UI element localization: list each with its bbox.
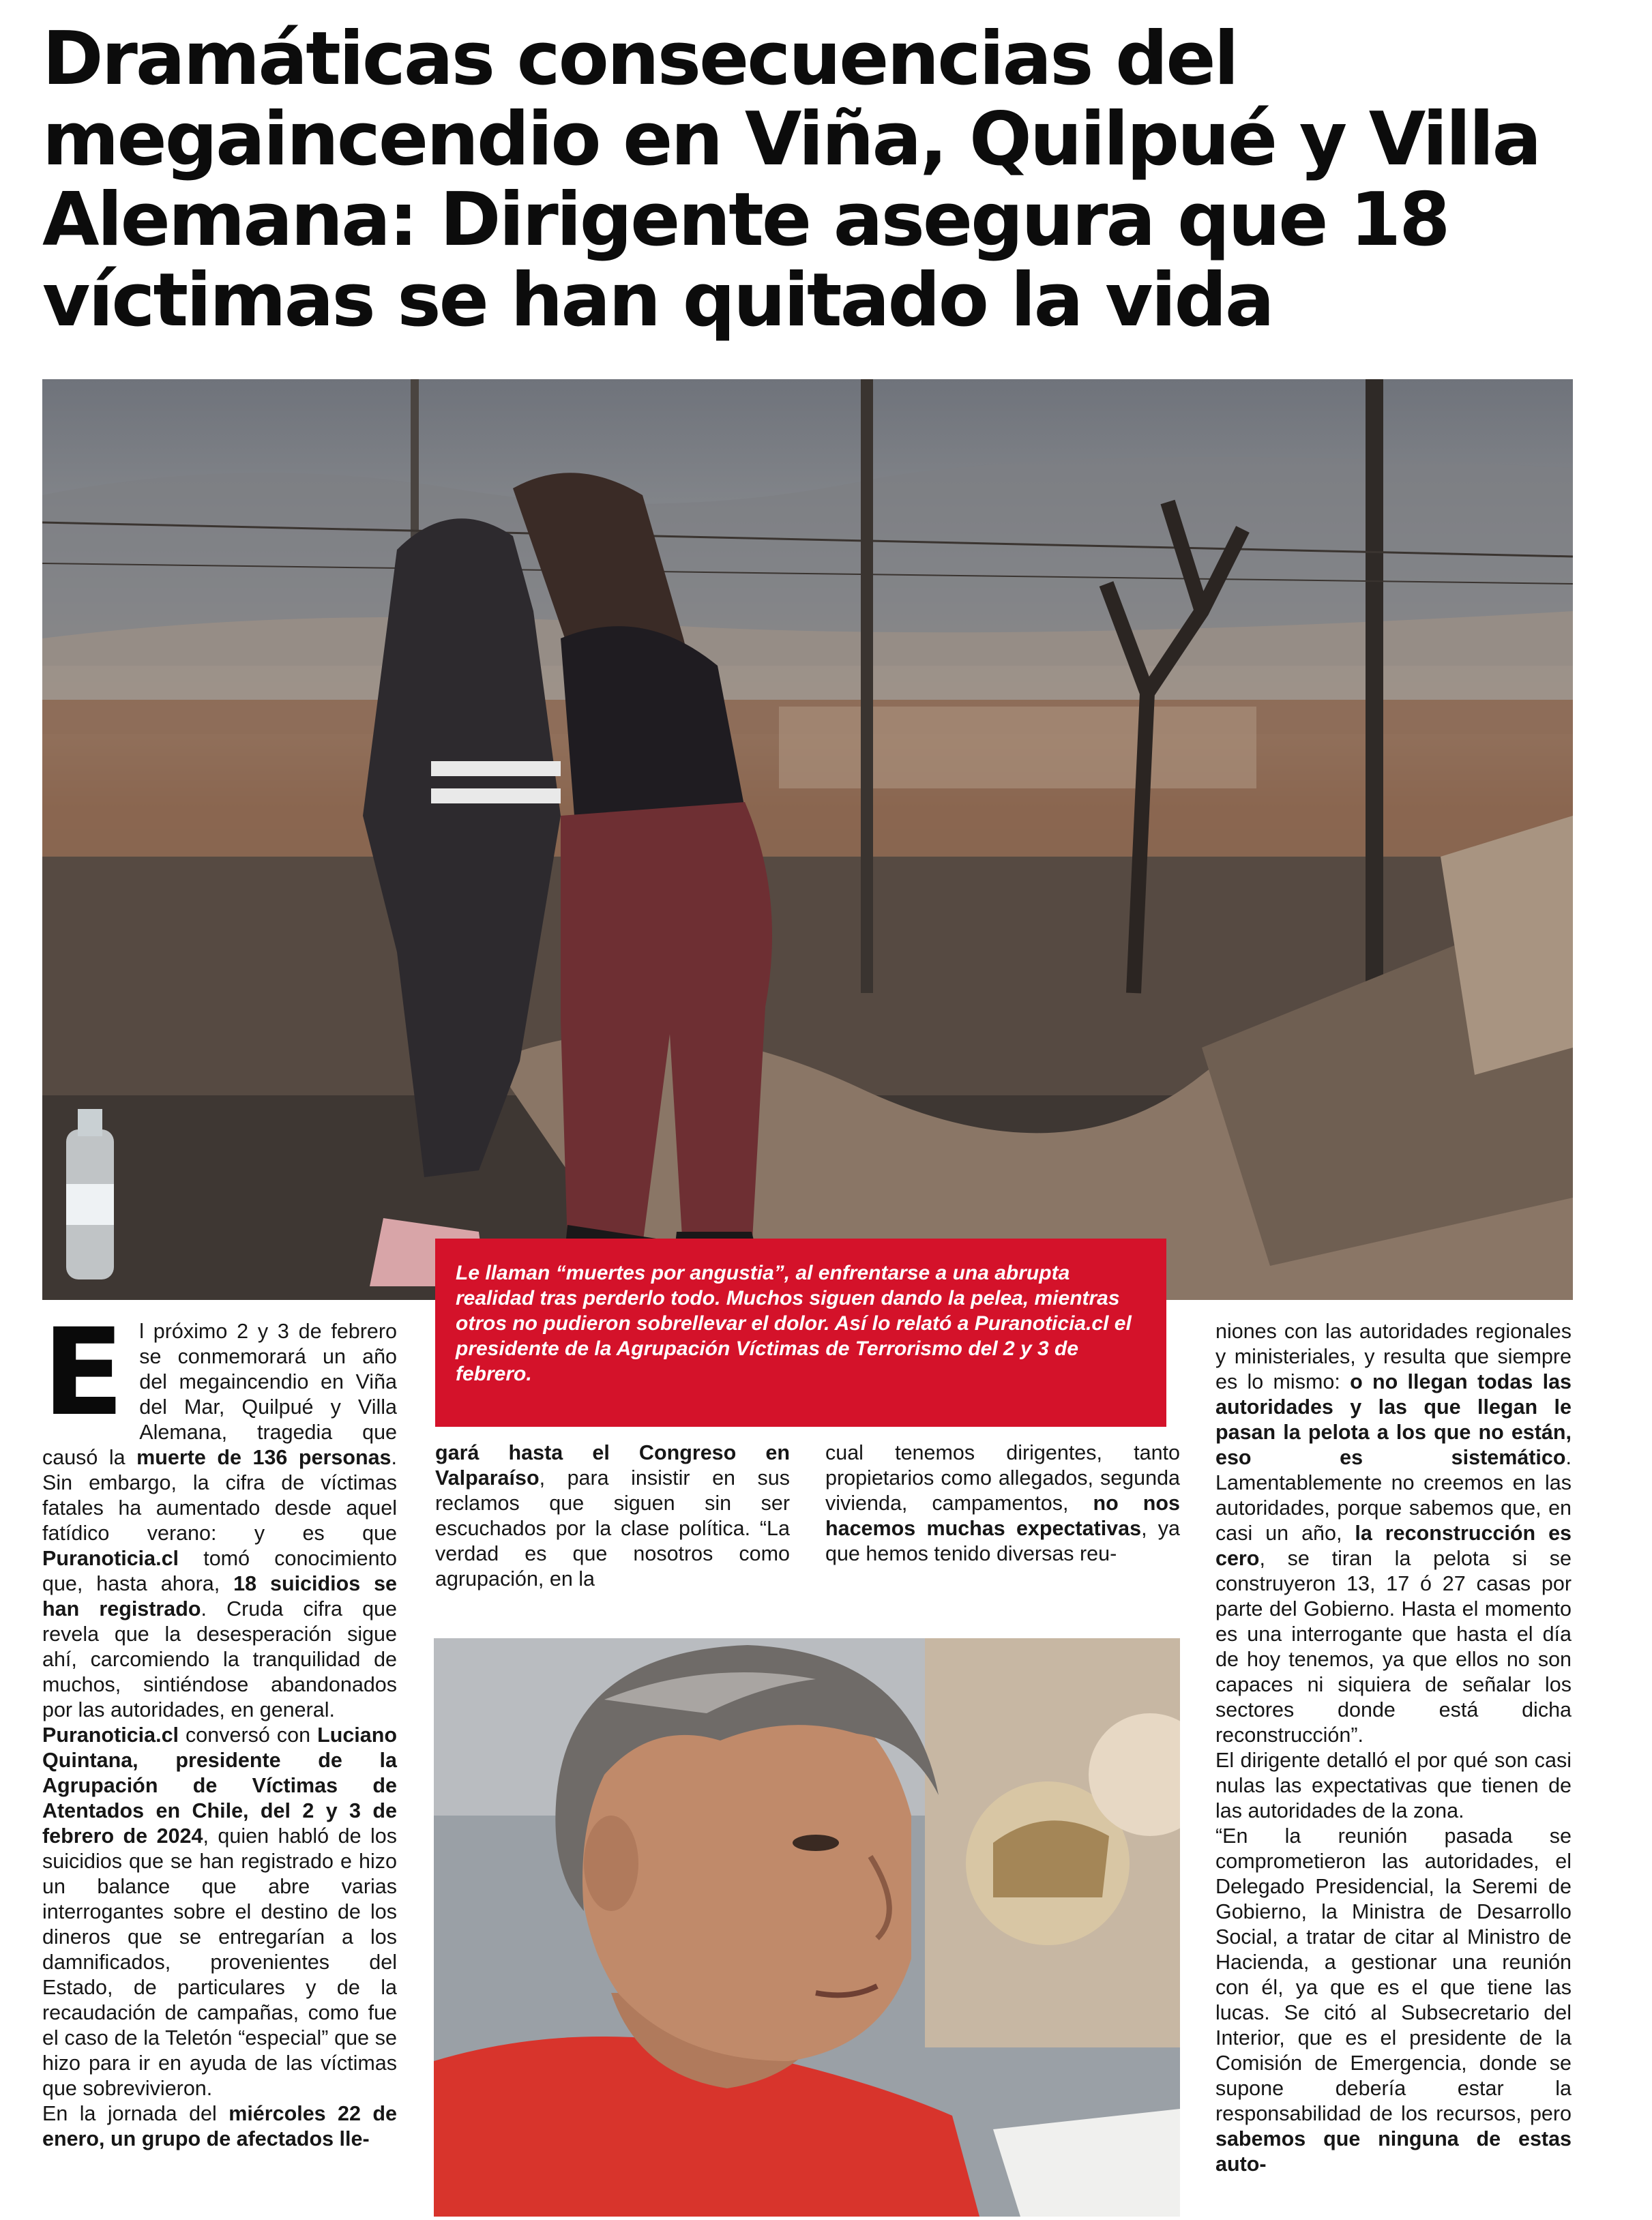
text-run: l próximo 2 y 3 de febrero se conmemorará un año del megaincendio en Viña del Mar, Quilpué y Villa Alemana, tragedia que causó la (42, 1320, 397, 1469)
paragraph: El dirigente detalló el por qué son casi nulas las expectativas que tienen de las autoridades de la zona. (1215, 1749, 1572, 1822)
headline-line-2: megaincendio en Viña, Quilpué y Villa (42, 97, 1540, 182)
text-run-bold: Luciano Quintana, presidente de la Agrupación de Víctimas de Atentados en Chile, del 2 y 3 de febrero de 2024 (42, 1723, 397, 1848)
headline-line-1: Dramáticas consecuencias del (42, 16, 1237, 102)
text-run: En la jornada del (42, 2102, 229, 2125)
text-run: , se tiran la pelota si se construyeron 13, 17 ó 27 casas por parte del Gobierno. Hasta el momento es una interrogante que hasta el día de hoy tenemos, ya que ellos no son capaces ni siquiera de señalar los sectores donde está dicha reconstrucción”. (1215, 1547, 1572, 1747)
text-run: conversó con (179, 1723, 318, 1747)
text-run: . Sin embargo, la cifra de víctimas fatales ha aumentado desde aquel fatídico verano: y es que (42, 1446, 398, 1545)
text-run: cual tenemos dirigentes, tanto propietarios como allegados, segunda vivienda, campamentos, (825, 1441, 1180, 1515)
paragraph (1215, 1319, 1572, 1748)
headline-line-4: víctimas se han quitado la vida (42, 258, 1273, 343)
text-run-bold: Puranoticia.cl (42, 1547, 179, 1570)
text-run: , quien habló de los suicidios que se han registrado e hizo un balance que abre varias interrogantes sobre el destino de los dineros que se entregarían a los damnificados, provenientes del Estado, de particulares y de la recaudación de campañas, como fue el caso de la Teletón “especial” que se hizo para ir en ayuda de las víctimas que sobrevivieron. (42, 1824, 397, 2100)
article-column-3 (825, 1440, 1180, 1567)
text-run-bold: no nos hacemos muchas expectativas (825, 1492, 1180, 1540)
paragraph (825, 1440, 1180, 1567)
text-run: tomó conocimiento que, hasta ahora, (42, 1547, 397, 1595)
text-run: , ya que hemos tenido diversas reu- (825, 1517, 1180, 1565)
text-run-bold: gará hasta el Congreso en Valparaíso (435, 1441, 790, 1490)
paragraph (42, 2101, 397, 2152)
headline (42, 16, 1597, 343)
paragraph (42, 1723, 397, 2101)
paragraph (435, 1440, 790, 1592)
text-run: . Cruda cifra que revela que la desesperación sigue ahí, carcomiendo la tranquilidad de muchos, sintiéndose abandonados por las autoridades, en general. (42, 1597, 397, 1721)
portrait-photo-luciano-quintana (434, 1638, 1180, 2217)
paragraph (1215, 1824, 1572, 2177)
drop-cap: E (42, 1303, 125, 1442)
text-run: “En la reunión pasada se comprometieron las autoridades, el Delegado Presidencial, la Seremi de Gobierno, la Ministra de Desarrollo Social, a tratar de citar al Ministro de Hacienda, a gestionar una reunión con él, ya que es el que tiene las lucas. Se citó al Subsecretario del Interior, que es el presidente de la Comisión de Emergencia, donde se supone debería estar la responsabilidad de los recursos, pero (1215, 1824, 1572, 2125)
photo-caption: Le llaman “muertes por angustia”, al enfrentarse a una abrupta realidad tras perderlo todo. Muchos siguen dando la pelea, mientras otros no pudieron sobrellevar el dolor. Así lo relató a Puranoticia.cl el presidente de la Agrupación Víctimas de Terrorismo del 2 y 3 de febrero. (435, 1239, 1166, 1427)
headline-line-3: Alemana: Dirigente asegura que 18 (42, 177, 1449, 263)
text-run-bold: sabemos que ninguna de estas auto- (1215, 2127, 1572, 2176)
main-photo-fire-aftermath (42, 379, 1573, 1300)
text-run-bold: muerte de 136 personas (136, 1446, 392, 1469)
article-column-1 (42, 1303, 398, 2152)
text-run-bold: o no llegan todas las autoridades y las que llegan le pasan la pelota a los que no están, eso es sistemático (1215, 1370, 1572, 1469)
text-run-bold: Puranoticia.cl (42, 1723, 179, 1747)
text-run: . Lamentablemente no creemos en las autoridades, porque sabemos que, en casi un año, (1215, 1446, 1572, 1545)
article-column-2 (435, 1440, 790, 1592)
text-run-bold: la reconstrucción es cero (1215, 1522, 1572, 1570)
text-run: , para insistir en sus reclamos que siguen sin ser escuchados por la clase política. “La verdad es que nosotros como agrupación, en la (435, 1466, 790, 1590)
main-photo-illustration (42, 379, 1573, 1300)
portrait-illustration (434, 1638, 1180, 2217)
text-run-bold: 18 suicidios se han registrado (42, 1572, 397, 1620)
text-run-bold: miércoles 22 de enero, un grupo de afectados lle- (42, 2102, 397, 2150)
article-column-4 (1215, 1319, 1572, 2177)
text-run: niones con las autoridades regionales y ministeriales, y resulta que siempre es lo mismo: (1215, 1320, 1572, 1393)
